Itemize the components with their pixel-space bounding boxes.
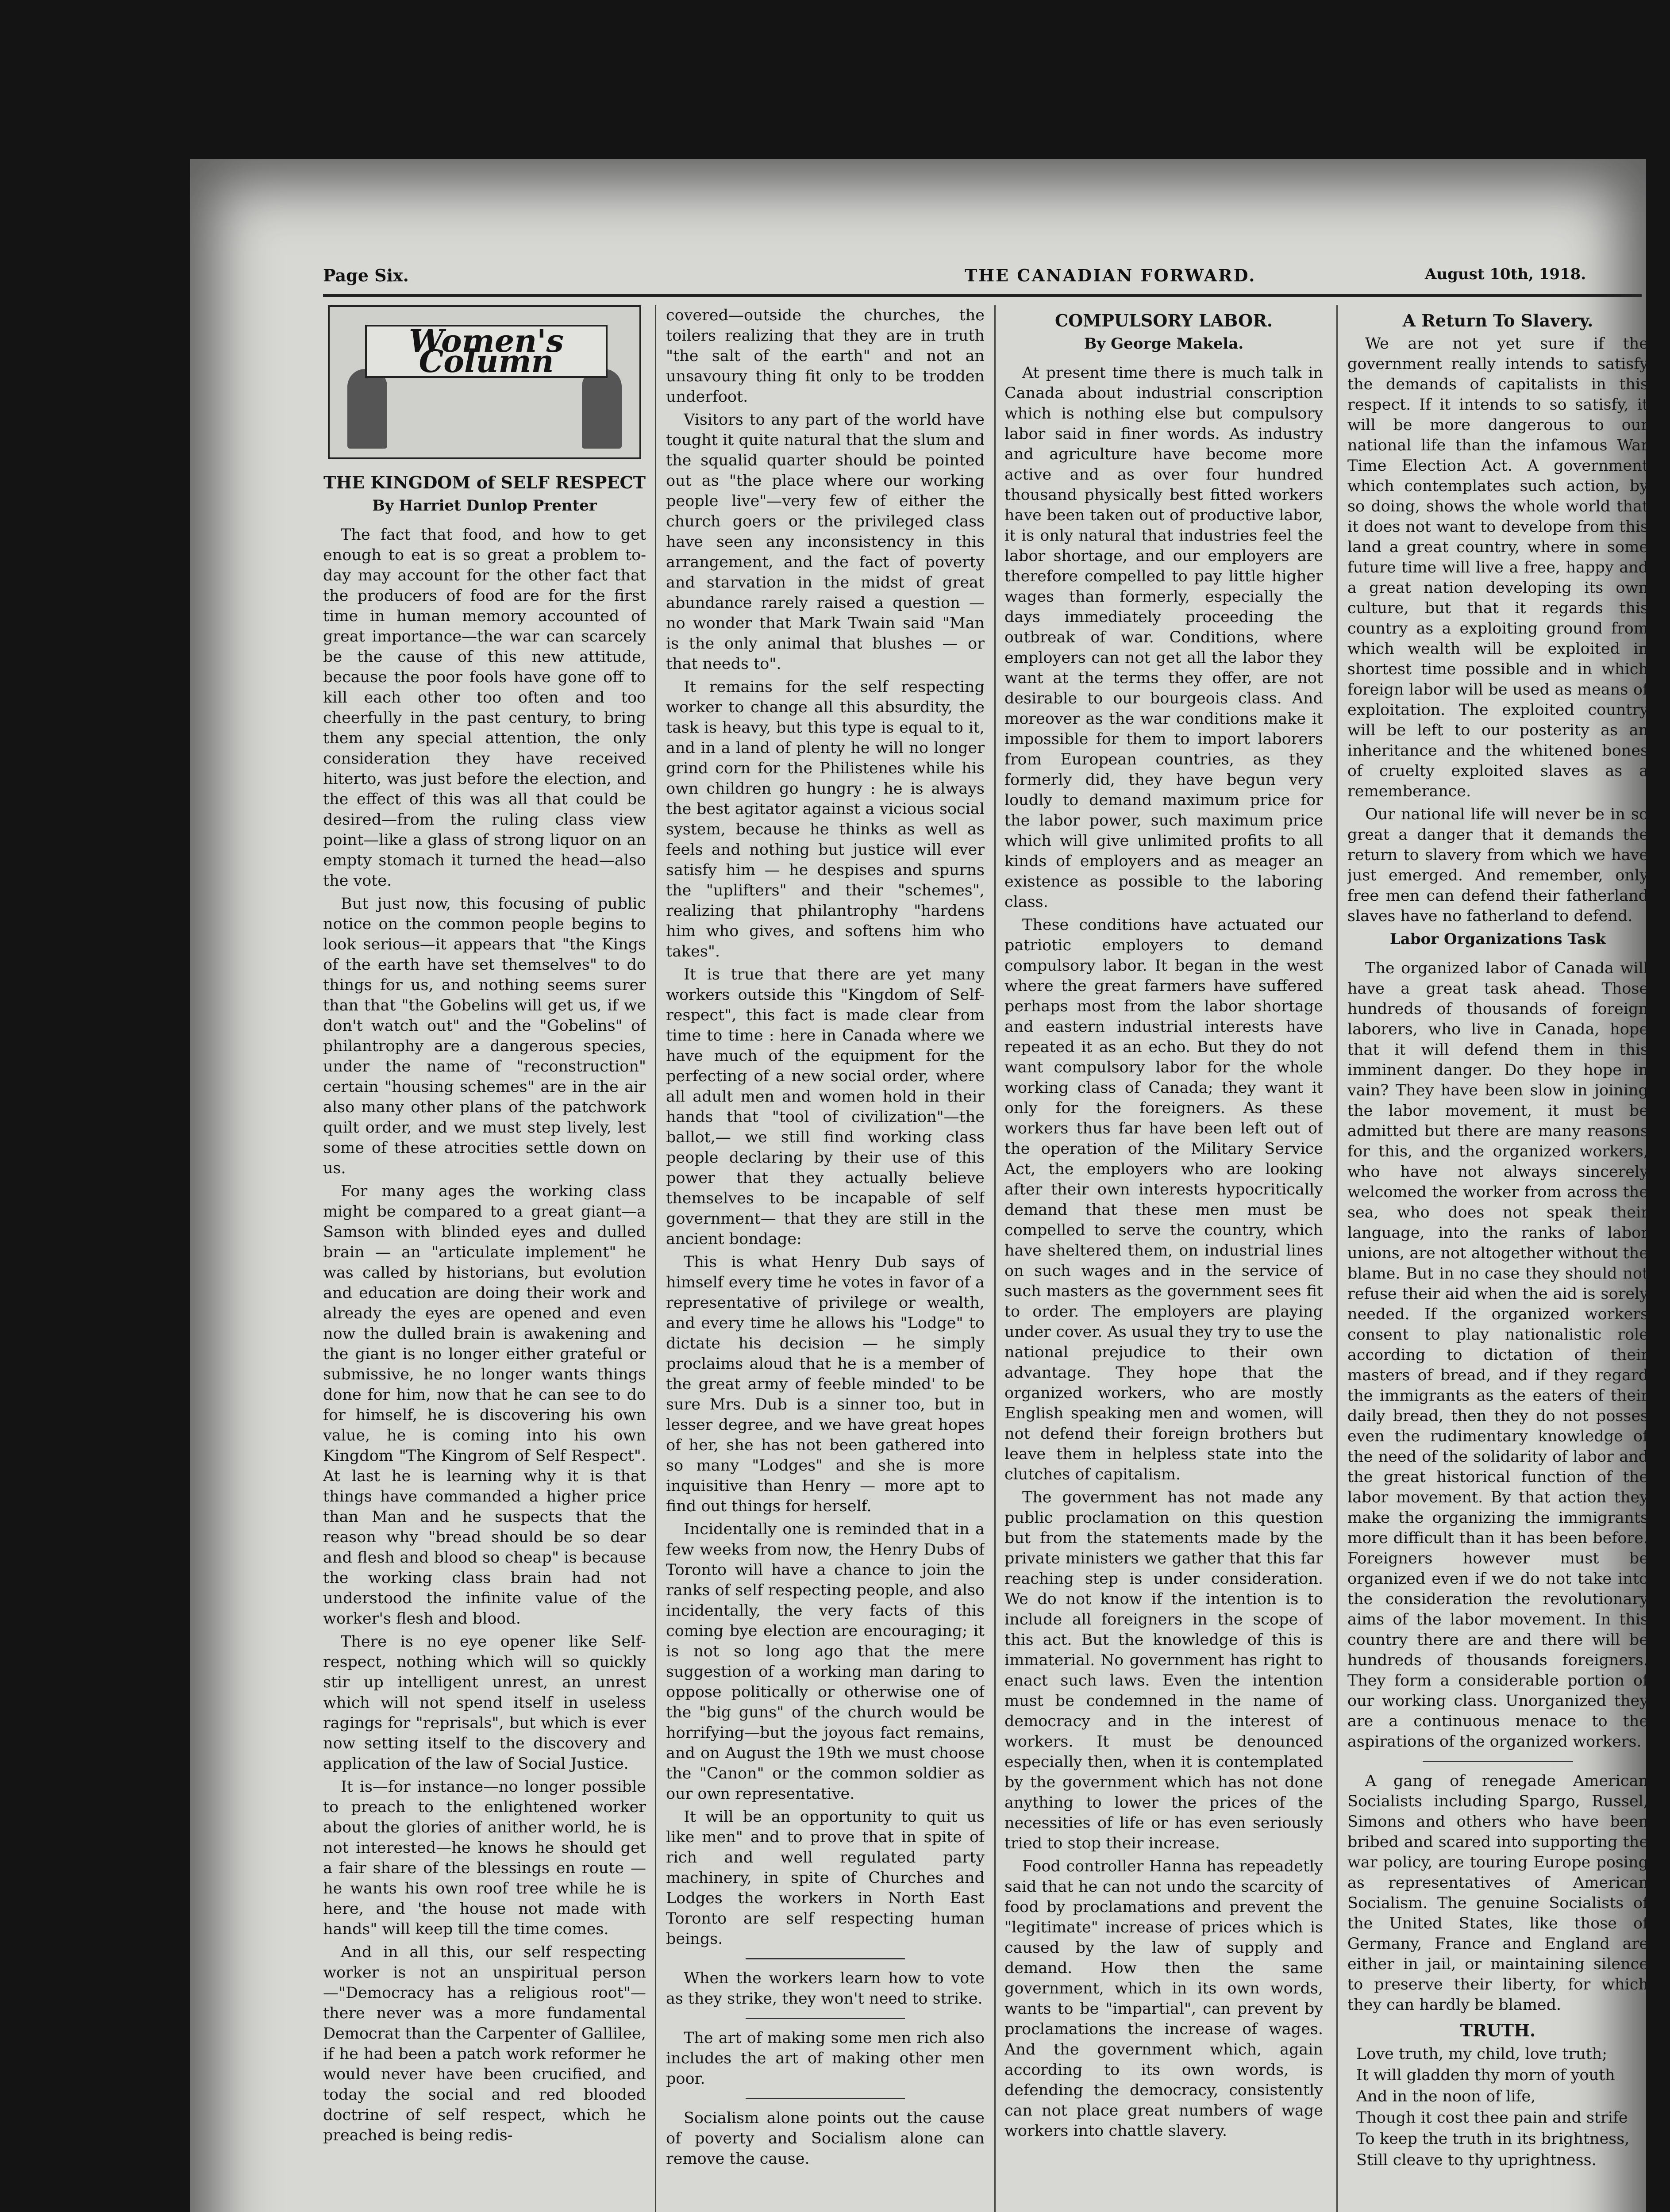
paragraph: The fact that food, and how to get enough to eat is so great a problem to-day may account for the other fact that the producers of food are for the first time in human memory accounted of great importance—the war can scarcely be the cause of this new attitude, because the poor fools have gone off to kill each other too often and too cheerfully in the past century, to bring them any special attention, the only consideration they have received hiterto, was just before the election, and the effect of this was all that could be desired—from the ruling class view point—like a glass of strong liquor on an empty stomach it turned the head—also the vote. (323, 526, 646, 890)
article-byline: By Harriet Dunlop Prenter (372, 497, 597, 515)
news-item: A gang of renegade American Socialists including Spargo, Russel, Simons and others who have been bribed and scared into supporting the war policy, are touring Europe posing as representatives of American Socialism. The genuine Socialists of the United States, like those of Germany, France and England are either in jail, or maintaining silence to preserve their liberty, for which they can hardly be blamed. (1347, 1772, 1648, 2014)
paragraph: There is no eye opener like Self-respect, nothing which will so quickly stir up intelligent unrest, an unrest which will not spend itself in useless ragings for "reprisals", but which is ever now setting itself to the discovery and application of the law of Social Justice. (323, 1633, 646, 1773)
poem-title: TRUTH. (1460, 2020, 1536, 2040)
poem-line: To keep the truth in its brightness, (1356, 2130, 1630, 2148)
filler-item: The art of making some men rich also includes the art of making other men poor. (666, 2029, 985, 2088)
paragraph: And in all this, our self respecting worker is not an unspiritual person—"Democracy has a religious root"—there never was a more fundamental Democrat than the Carpenter of Gallilee, if he had been a patch work reformer he would never have been crucified, and today the social and red blooded doctrine of self respect, which he preached is being redis- (323, 1943, 646, 2144)
poem-line: Still cleave to thy uprightness. (1356, 2151, 1597, 2169)
article-headline: A Return To Slavery. (1402, 311, 1593, 330)
paragraph: It is true that there are yet many workers outside this "Kingdom of Self-respect", this fact is made clear from time to time : here in Canada where we have much of the equipment for the perfecting of a new social order, where all adult men and women hold in their hands that "tool of civilization"—the ballot,— we still find working class people declaring by their use of this power that they actually believe themselves to be incapable of self government— that they are still in the ancient bondage: (666, 966, 985, 1248)
article-subhead: Labor Organizations Task (1389, 930, 1606, 948)
paragraph: covered—outside the churches, the toilers realizing that they are in truth "the salt of the earth" and not an unsavoury thing fit only to be trodden underfoot. (666, 307, 985, 406)
separator (746, 1958, 905, 1959)
poem-line: Though it cost thee pain and strife (1356, 2109, 1628, 2127)
masthead-rule (323, 294, 1642, 297)
paragraph: Visitors to any part of the world have tought it quite natural that the slum and the squalid quarter should be pointed out as "the place where our working people live"—very few of either the church goers or the privileged class have seen any inconsistency in this arrangement, and the fact of poverty and starvation in the midst of great abundance rarely raised a question — no wonder that Mark Twain said "Man is the only animal that blushes — or that needs to". (666, 411, 985, 673)
paragraph: For many ages the working class might be compared to a great giant—a Samson with blinded eyes and dulled brain — an "articulate implement" he was called by historians, but evolution and education are doing their work and already the eyes are opened and even now the dulled brain is awakening and the giant is no longer either grateful or submissive, he no longer wants things done for him, now that he can see to do for himself, he is discovering his own value, he is coming into his own Kingdom "The Kingrom of Self Respect". At last he is learning why it is that things have commanded a higher price than Man and he suspects that the reason why "bread should be so dear and flesh and blood so cheap" is because the working class brain had not understood the infinite value of the worker's flesh and blood. (323, 1183, 646, 1628)
article-byline: By George Makela. (1084, 335, 1244, 353)
paragraph: This is what Henry Dub says of himself every time he votes in favor of a representative of privilege or wealth, and every time he allows his "Lodge" to dictate his decision — he simply proclaims aloud that he is a member of the great army of feeble minded' to be sure Mrs. Dub is a sinner too, but in lesser degree, and we have great hopes of her, she has not been gathered into so many "Lodges" and she is more inquisitive than Henry — more apt to find out things for herself. (666, 1253, 985, 1515)
separator (746, 2098, 905, 2099)
paragraph: It remains for the self respecting worker to change all this absurdity, the task is heavy, but this type is equal to it, and in a land of plenty he will no longer grind corn for the Philistenes while his own children go hungry : he is always the best agitator against a vicious social system, because he thinks as well as feels and nothing but justice will ever satisfy him — he despises and spurns the "uplifters" and their "schemes", realizing that philantrophy "hardens him who gives, and softens him who takes". (666, 678, 985, 960)
paragraph: The government has not made any public proclamation on this question but from the statements made by the private ministers we gather that this far reaching step is under consideration. We do not know if the intention is to include all foreigners in the scope of this act. But the knowledge of this is immaterial. No government has right to enact such laws. Even the intention must be condemned in the name of democracy and in the interest of workers. It must be denounced especially then, when it is contemplated by the government which has not done anything to lower the prices of the necessities of life or has even seriously tried to stop their increase. (1004, 1489, 1323, 1852)
masthead (323, 265, 1651, 292)
column-divider (655, 305, 656, 2212)
woman-figure-icon (347, 369, 387, 449)
article-headline: THE KINGDOM of SELF RESPECT (323, 472, 646, 492)
paragraph: These conditions have actuated our patriotic employers to demand compulsory labor. It began in the west where the great farmers have suffered perhaps most from the labor shortage and eastern industrial interests have repeated it as an echo. But they do not want compulsory labor for the whole working class of Canada; they want it only for the foreigners. As these workers thus far have been left out of the operation of the Military Service Act, the employers who are looking after their own interests hypocritically demand that these men must be compelled to serve the country, which have sheltered them, on industrial lines on such wages and in the service of such masters as the government sees fit to order. The employers are playing under cover. As usual they try to use the national prejudice to their own advantage. They hope that the organized workers, who are mostly English speaking men and women, will not defend their foreign brothers but leave them in helpless state into the clutches of capitalism. (1004, 916, 1323, 1483)
paragraph: The organized labor of Canada will have a great task ahead. Those hundreds of thousands of foreign laborers, who live in Canada, hope that it will defend them in this imminent danger. Do they hope in vain? They have been slow in joining the labor movement, it must be admitted but there are many reasons for this, and the organized workers, who have not always sincerely welcomed the worker from across the sea, who does not speak their language, into the ranks of labor unions, are not altogether without the blame. But in no case they should not refuse their aid when the aid is sorely needed. If the organized workers consent to play nationalistic role according to dictation of their masters of bread, and if they regard the immigrants as the eaters of their daily bread, then they do not posses even the rudimentary knowledge of the need of the solidarity of labor and the great historical function of the labor movement. By that action they make the organizing the immigrants more difficult than it has been before. Foreigners however must be organized even if we do not take into the consideration the revolutionary aims of the labor movement. In this country there are and there will be hundreds of thousands foreigners. They form a considerable portion of our working class. Unorganized they are a continuous menace to the aspirations of the organized workers. (1347, 960, 1648, 1751)
womens-column-banner (328, 305, 641, 459)
column-1 (323, 305, 646, 2212)
paragraph: We are not yet sure if the government really intends to satisfy the demands of capitalists in this respect. If it intends to so satisfy, it will be more dangerous to our national life than the infamous War Time Election Act. A government which contemplates such action, by so doing, shows the whole world that it does not want to develope from this land a great country, where in some future time will live a free, happy and a great nation developing its own culture, but that it regards this country as a exploiting ground from which wealth will be exploited in shortest time possible and in which foreign labor will be used as means of exploitation. The exploited country will be left to our posterity as an inheritance and the whitened bones of cruelty exploited slaves as a rememberance. (1347, 335, 1648, 800)
paragraph: Food controller Hanna has repeadetly said that he can not undo the scarcity of food by proclamations and prevent the "legitimate" increase of prices which is caused by the law of supply and demand. How then the same government, which in its own words, wants to be "impartial", can prevent by proclamations the increase of wages. And the government which, again according to its own words, is defending the democracy, consistently can not place great numbers of wage workers into chattle slavery. (1004, 1858, 1323, 2140)
filler-item: When the workers learn how to vote as they strike, they won't need to strike. (666, 1970, 985, 2008)
paragraph: It will be an opportunity to quit us like men" and to prove that in spite of rich and well regulated party machinery, in spite of Churches and Lodges the workers in North East Toronto are self respecting human beings. (666, 1808, 985, 1948)
paragraph: Our national life will never be in so great a danger that it demands the return to slavery from which we have just emerged. And remember, only free men can defend their fatherland slaves have no fatherland to defend. (1347, 806, 1648, 925)
filler-item: Socialism alone points out the cause of poverty and Socialism alone can remove the cause. (666, 2109, 985, 2168)
paragraph: At present time there is much talk in Canada about industrial conscription which is nothing else but compulsory labor said in finer words. As industry and agriculture have become more active and as over four hundred thousand physically best fitted workers have been taken out of productive labor, it is only natural that industries feel the labor shortage, and our employers are therefore compelled to pay little higher wages than formerly, especially the days immediately proceeding the outbreak of war. Conditions, where employers can not get all the labor they want at the terms they offer, are not desirable to our bourgeois class. And moreover as the war conditions make it impossible for them to import laborers from European countries, as they formerly did, they have begun very loudly to demand maximum price for the labor power, such maximum price which will give unlimited profits to all kinds of employers and as meager an existence as possible to the laboring class. (1004, 364, 1323, 911)
man-figure-icon (582, 369, 622, 449)
paragraph: Incidentally one is reminded that in a few weeks from now, the Henry Dubs of Toronto will have a chance to join the ranks of self respecting people, and also incidentally, the very facts of this coming bye election are encouraging; it is not so long ago that the mere suggestion of a working man daring to oppose politically or otherwise one of the "big guns" of the church would be horrifying—but the joyous fact remains, and on August the 19th we must choose the "Canon" or the common soldier as our own representative. (666, 1521, 985, 1803)
column-2 (666, 305, 985, 2212)
column-3 (1004, 305, 1323, 2212)
column-divider (1336, 305, 1338, 2212)
article-headline: COMPULSORY LABOR. (1054, 311, 1273, 330)
newspaper-title: THE CANADIAN FORWARD. (965, 265, 1256, 285)
separator (746, 2018, 905, 2019)
poem (1356, 2043, 1648, 2171)
separator (1423, 1761, 1573, 1762)
paragraph: It is—for instance—no longer possible to preach to the enlightened worker about the glories of anither world, he is not interested—he knows he should get a fair share of the blessings en route — he wants his own roof tree while he is here, and 'the house not made with hands" will keep till the time comes. (323, 1778, 646, 1938)
column-4 (1347, 305, 1648, 2212)
page-number: Page Six. (323, 265, 409, 285)
poem-line: Love truth, my child, love truth; (1356, 2045, 1608, 2063)
column-divider (994, 305, 996, 2212)
poem-line: It will gladden thy morn of youth (1356, 2066, 1615, 2084)
banner-title: Women's Column (365, 325, 608, 378)
newspaper-page (190, 159, 1646, 2212)
issue-date: August 10th, 1918. (1425, 265, 1586, 283)
paragraph: But just now, this focusing of public notice on the common people begins to look serious—it appears that "the Kings of the earth have set themselves" to do things for us, and nothing seems surer than that "the Gobelins will get us, if we don't watch out" and the "Gobelins" of philantrophy are a dangerous species, under the name of "reconstruction" certain "housing schemes" are in the air also many other plans of the patchwork quilt order, and we must step lively, lest some of these atrocities settle down on us. (323, 895, 646, 1177)
poem-line: And in the noon of life, (1356, 2088, 1536, 2105)
